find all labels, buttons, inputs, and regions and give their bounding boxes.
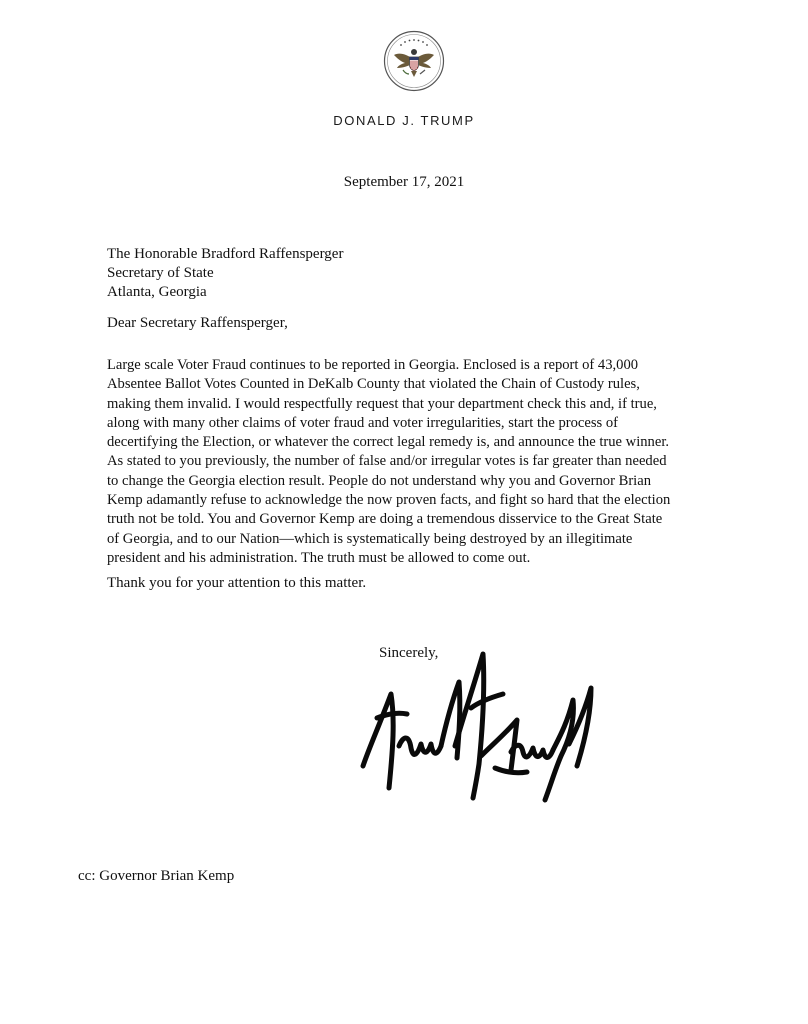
salutation: Dear Secretary Raffensperger,: [107, 315, 288, 331]
recipient-location: Atlanta, Georgia: [107, 284, 207, 300]
body-line: decertifying the Election, or whatever the correct legal remedy is, and announce the true winner.: [107, 434, 670, 451]
recipient-address: [107, 245, 343, 302]
signature-icon: [355, 648, 605, 818]
body-line: making them invalid. I would respectfully request that your department check this and, if true,: [107, 395, 657, 412]
presidential-seal-icon: [383, 30, 445, 92]
closing: Sincerely,: [379, 645, 439, 661]
letter-date: September 17, 2021: [343, 174, 465, 190]
letterhead-name: DONALD J. TRUMP: [333, 113, 475, 128]
body-line: truth not be told. You and Governor Kemp are doing a tremendous disservice to the Great State: [107, 511, 663, 528]
cc-line: cc: Governor Brian Kemp: [78, 868, 235, 884]
body-line: Large scale Voter Fraud continues to be reported in Georgia. Enclosed is a report of 43,000: [107, 357, 639, 373]
letter-body: [107, 356, 727, 568]
body-line: of Georgia, and to our Nation—which is systematically being destroyed by an illegitimate: [107, 530, 633, 547]
thanks-line: Thank you for your attention to this matter.: [107, 575, 367, 591]
body-line: Absentee Ballot Votes Counted in DeKalb County that violated the Chain of Custody rules,: [107, 376, 640, 393]
body-line: president and his administration. The truth must be allowed to come out.: [107, 549, 531, 566]
recipient-name: The Honorable Bradford Raffensperger: [107, 246, 344, 262]
body-line: As stated to you previously, the number of false and/or irregular votes is far greater than needed: [107, 453, 667, 470]
body-line: Kemp adamantly refuse to acknowledge the now proven facts, and fight so hard that the election: [107, 492, 671, 509]
body-line: along with many other claims of voter fraud and voter irregularities, start the process of: [107, 414, 619, 431]
recipient-title: Secretary of State: [107, 265, 214, 281]
body-line: to change the Georgia election result. People do not understand why you and Governor Brian: [107, 472, 652, 489]
